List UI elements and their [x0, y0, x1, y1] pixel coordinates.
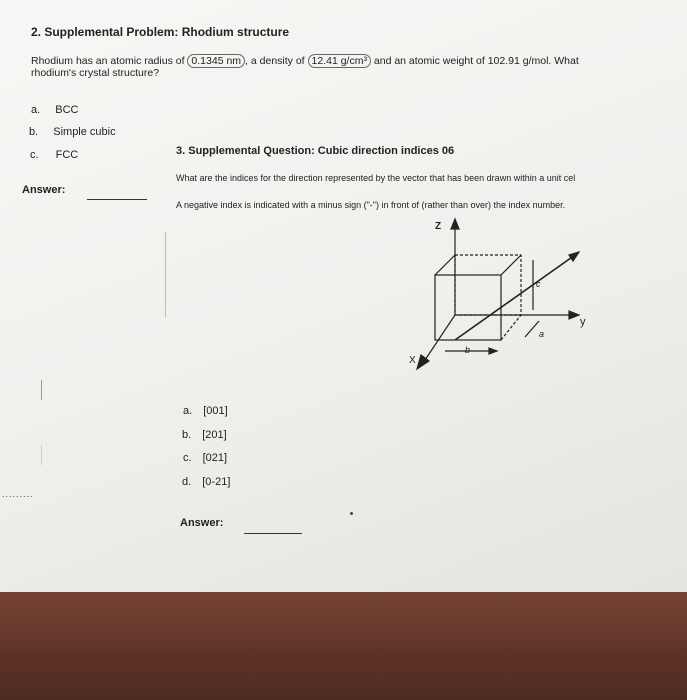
problem2-line1-a: Rhodium has an atomic radius of [31, 55, 185, 67]
y-axis-label: y [580, 316, 586, 328]
z-arrowhead [451, 219, 459, 229]
option-text: BCC [55, 104, 79, 116]
problem2-text-line2: rhodium's crystal structure? [31, 67, 160, 79]
problem3-answer-line[interactable] [244, 533, 302, 534]
problem2-title: 2. Supplemental Problem: Rhodium structure [31, 25, 290, 39]
a-label: a [539, 329, 545, 339]
problem2-answer-label: Answer: [22, 184, 66, 196]
b-arrowhead [489, 348, 497, 354]
a-dimension [525, 321, 539, 337]
problem3-option-c [183, 452, 227, 464]
x-axis-label: X [409, 355, 416, 366]
c-label: c [536, 279, 541, 289]
problem2-line1-b: , a density of [245, 55, 305, 67]
option-text: FCC [55, 149, 79, 161]
cube-back-face [455, 255, 521, 315]
cube-edge [501, 255, 521, 275]
problem3-answer-label: Answer: [180, 517, 224, 529]
option-letter: b. [182, 429, 192, 441]
problem3-text-line2: A negative index is indicated with a minus sign ("-") in front of (rather than over) the index number. [176, 200, 566, 210]
problem2-option-a [31, 104, 78, 116]
table-surface [0, 585, 687, 700]
problem3-text-line1: What are the indices for the direction represented by the vector that has been drawn within a unit cel [176, 173, 576, 183]
problem2-line1-c: and an atomic weight of 102.91 g/mol. What [373, 55, 579, 67]
problem2-option-c [30, 149, 78, 161]
direction-vector [455, 255, 575, 340]
vector-arrowhead [569, 252, 579, 261]
x-axis [423, 315, 455, 363]
option-letter: c. [30, 149, 39, 161]
b-label: b [465, 345, 471, 355]
option-text: Simple cubic [53, 126, 116, 138]
option-text: [201] [202, 429, 227, 441]
option-text: [0-21] [202, 476, 231, 488]
density-value: 12.41 g/cm³ [308, 54, 371, 68]
y-arrowhead [569, 311, 579, 319]
dotted-mark: ......... [2, 489, 34, 499]
option-text: [021] [202, 452, 228, 464]
option-letter: b. [29, 126, 39, 138]
problem3-option-b [182, 429, 227, 441]
cube-edge [501, 315, 521, 340]
option-letter: a. [31, 104, 41, 116]
problem3-option-a [183, 405, 228, 417]
pen-dot [350, 512, 353, 515]
option-text: [001] [203, 405, 228, 417]
option-letter: a. [183, 405, 193, 417]
problem2-answer-line[interactable] [87, 199, 147, 200]
problem3-option-d [182, 476, 230, 488]
problem3-title: 3. Supplemental Question: Cubic direction indices 06 [176, 145, 455, 157]
radius-value: 0.1345 nm [187, 54, 245, 68]
margin-line [41, 380, 42, 400]
unit-cell-diagram [405, 215, 595, 375]
z-axis-label: Z [435, 221, 442, 232]
option-letter: c. [183, 452, 192, 464]
margin-line [165, 232, 166, 317]
problem2-option-b [29, 126, 116, 138]
cube-edge [435, 255, 455, 275]
margin-line [41, 445, 42, 465]
option-letter: d. [182, 476, 192, 488]
problem2-text-line1 [31, 55, 579, 67]
